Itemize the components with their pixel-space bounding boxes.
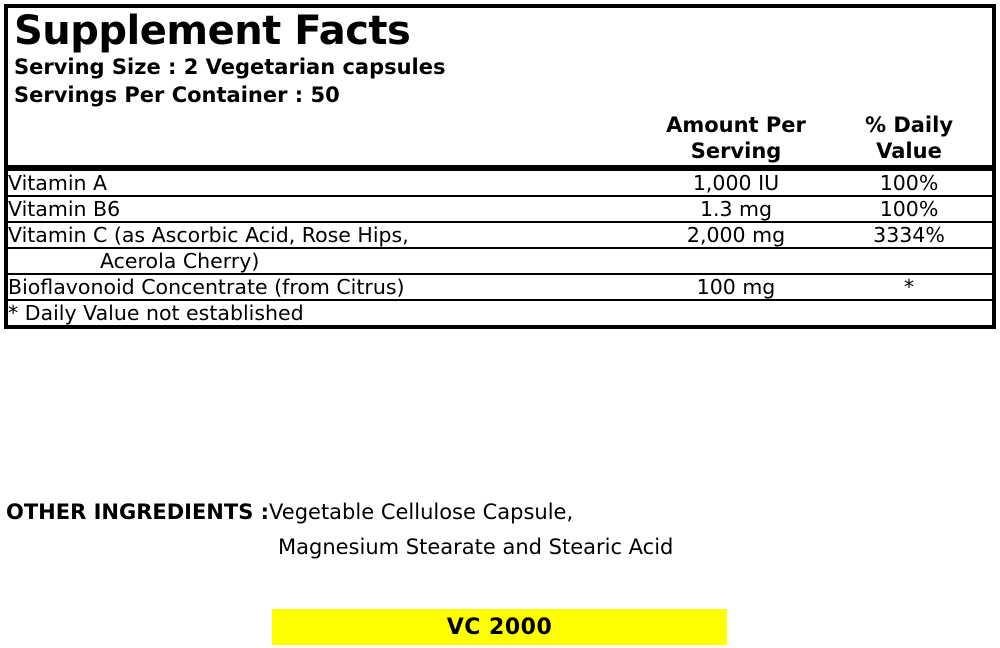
nutrient-name: Vitamin A — [8, 168, 646, 196]
nutrient-amount: 1.3 mg — [646, 196, 826, 222]
other-ingredients-label: OTHER INGREDIENTS : — [6, 500, 270, 524]
product-code-text: VC 2000 — [446, 614, 553, 640]
column-header-daily-value — [826, 113, 992, 167]
product-code-band — [272, 609, 727, 645]
other-ingredients-text-2: Magnesium Stearate and Stearic Acid — [278, 534, 674, 559]
amount-header-line1: Amount Per — [666, 113, 806, 138]
dv-header-line1: % Daily — [864, 113, 954, 138]
nutrient-name: Bioflavonoid Concentrate (from Citrus) — [8, 274, 646, 300]
dv-header-line2: Value — [876, 139, 942, 164]
other-ingredients-text-1: Vegetable Cellulose Capsule, — [269, 500, 574, 524]
servings-per-container-text: Servings Per Container : 50 — [14, 82, 340, 107]
nutrient-daily-value: 3334% — [826, 222, 992, 248]
column-header-blank — [8, 113, 646, 167]
column-header-amount-per-serving — [646, 113, 826, 167]
other-ingredients-section — [6, 495, 986, 564]
footnote-row — [8, 300, 992, 325]
serving-size-text: Serving Size : 2 Vegetarian capsules — [14, 55, 446, 79]
nutrient-name: Vitamin C (as Ascorbic Acid, Rose Hips, — [8, 222, 646, 248]
nutrient-name: Vitamin B6 — [8, 196, 646, 222]
other-ingredients-line-1 — [6, 495, 986, 530]
supplement-facts-panel — [4, 4, 996, 329]
nutrient-daily-value: 100% — [826, 168, 992, 196]
nutrient-amount: 1,000 IU — [646, 168, 826, 196]
nutrient-amount: 100 mg — [646, 274, 826, 300]
nutrient-amount — [646, 248, 826, 274]
table-row — [8, 274, 992, 300]
daily-value-footnote: * Daily Value not established — [8, 300, 992, 325]
page-title: Supplement Facts — [14, 8, 411, 54]
table-row — [8, 248, 992, 274]
nutrient-daily-value: 100% — [826, 196, 992, 222]
nutrition-table — [8, 113, 992, 324]
table-row — [8, 168, 992, 196]
amount-header-line2: Serving — [690, 139, 782, 164]
nutrient-amount: 2,000 mg — [646, 222, 826, 248]
nutrient-daily-value: * — [826, 274, 992, 300]
table-row — [8, 222, 992, 248]
table-header-row — [8, 113, 992, 167]
table-row — [8, 196, 992, 222]
nutrient-name-continued: Acerola Cherry) — [8, 248, 646, 274]
panel-header — [8, 8, 992, 113]
nutrient-daily-value — [826, 248, 992, 274]
